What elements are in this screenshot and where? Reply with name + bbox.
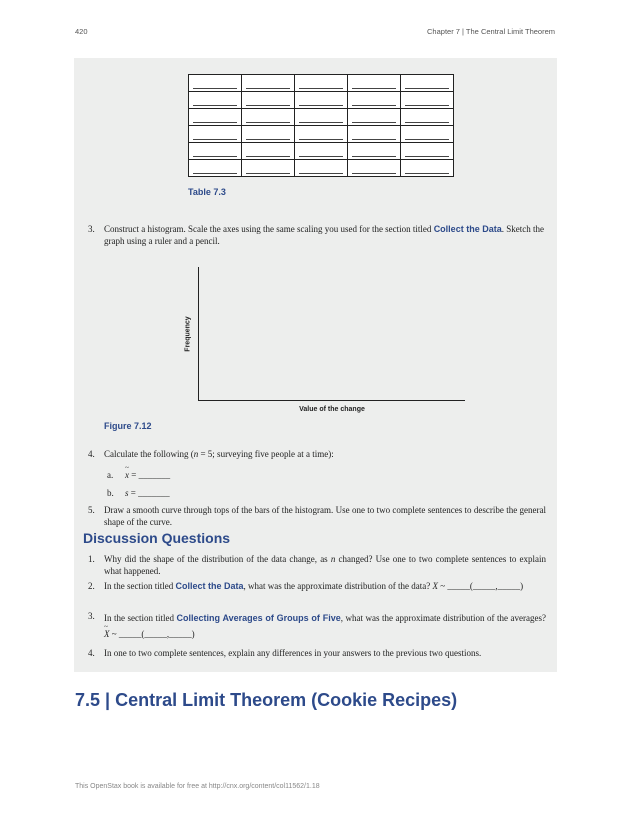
discussion-heading: Discussion Questions xyxy=(83,530,231,546)
answer-line xyxy=(299,156,343,157)
blank-cell xyxy=(348,160,401,177)
answer-line xyxy=(193,173,237,174)
blank-cell xyxy=(401,109,454,126)
q3-number: 3. xyxy=(88,224,95,234)
blank-cell xyxy=(295,109,348,126)
blank-cell xyxy=(348,126,401,143)
q4-text xyxy=(104,448,546,460)
blank-data-table xyxy=(188,74,454,177)
histogram-y-label: Frequency xyxy=(184,316,192,352)
q4a-blank: = _______ xyxy=(129,470,171,480)
blank-cell xyxy=(295,160,348,177)
link-collect-the-data[interactable]: Collect the Data xyxy=(433,224,502,234)
q5-number: 5. xyxy=(88,505,95,515)
section-title: Central Limit Theorem (Cookie Recipes) xyxy=(115,690,458,710)
d2-number: 2. xyxy=(88,581,95,591)
q4b-blank: = _______ xyxy=(128,488,170,498)
figure-caption: Figure 7.12 xyxy=(104,421,152,431)
X-bar-symbol: ~ X xyxy=(104,626,110,642)
d2-X: X xyxy=(432,581,438,591)
table-row xyxy=(189,109,454,126)
d1-text xyxy=(104,553,546,577)
blank-cell xyxy=(189,126,242,143)
section-separator: | xyxy=(100,690,116,710)
answer-line xyxy=(352,105,396,106)
histogram-y-axis xyxy=(198,267,199,401)
blank-cell xyxy=(401,143,454,160)
d1-n: n xyxy=(330,554,336,564)
q4a-text xyxy=(125,469,170,481)
answer-line xyxy=(246,122,290,123)
table-row xyxy=(189,92,454,109)
answer-line xyxy=(405,105,449,106)
d4-text: In one to two complete sentences, explain any differences in your answers to the previous two questions. xyxy=(104,648,482,658)
answer-line xyxy=(352,139,396,140)
q4a-label: a. xyxy=(107,470,114,480)
d1-text-b: changed? Use one to two complete sentences to explain what happened. xyxy=(104,554,546,576)
d2-blank: ~ _____(_____,_____) xyxy=(437,581,524,591)
answer-line xyxy=(299,122,343,123)
answer-line xyxy=(246,88,290,89)
table-caption: Table 7.3 xyxy=(188,187,226,197)
blank-cell xyxy=(242,126,295,143)
d3-text xyxy=(104,610,546,642)
blank-cell xyxy=(295,92,348,109)
answer-line xyxy=(405,156,449,157)
answer-line xyxy=(246,173,290,174)
answer-line xyxy=(193,156,237,157)
answer-line xyxy=(299,139,343,140)
q3-text xyxy=(104,223,546,247)
answer-line xyxy=(193,105,237,106)
answer-line xyxy=(193,88,237,89)
page-number: 420 xyxy=(75,27,88,36)
section-number: 7.5 xyxy=(75,690,101,710)
blank-cell xyxy=(189,160,242,177)
blank-cell xyxy=(348,92,401,109)
blank-cell xyxy=(189,143,242,160)
chapter-section-heading xyxy=(75,690,457,711)
blank-cell xyxy=(189,109,242,126)
answer-line xyxy=(405,139,449,140)
d1-number: 1. xyxy=(88,554,95,564)
d3-text-a: In the section titled xyxy=(104,613,177,623)
d3-text-b: , what was the approximate distribution of the averages? xyxy=(340,613,546,623)
blank-cell xyxy=(189,92,242,109)
histogram-x-label: Value of the change xyxy=(299,406,365,413)
table-row xyxy=(189,126,454,143)
answer-line xyxy=(246,139,290,140)
d1-text-a: Why did the shape of the distribution of the data change, as xyxy=(104,554,331,564)
q4-text-b: = 5; surveying five people at a time): xyxy=(198,449,334,459)
table-row xyxy=(189,143,454,160)
answer-line xyxy=(352,122,396,123)
answer-line xyxy=(246,156,290,157)
d2-text xyxy=(104,580,546,592)
answer-line xyxy=(299,173,343,174)
blank-cell xyxy=(242,143,295,160)
answer-line xyxy=(352,173,396,174)
blank-cell xyxy=(401,160,454,177)
blank-cell xyxy=(295,75,348,92)
link-collecting-averages[interactable]: Collecting Averages of Groups of Five xyxy=(176,613,341,623)
q3-text-a: Construct a histogram. Scale the axes using the same scaling you used for the section titled xyxy=(104,224,434,234)
blank-cell xyxy=(401,126,454,143)
answer-line xyxy=(405,173,449,174)
answer-line xyxy=(193,122,237,123)
blank-cell xyxy=(348,75,401,92)
footer-note: This OpenStax book is available for free at http://cnx.org/content/col11562/1.18 xyxy=(75,783,320,790)
table-row xyxy=(189,75,454,92)
answer-line xyxy=(405,122,449,123)
blank-cell xyxy=(242,92,295,109)
running-header: Chapter 7 | The Central Limit Theorem xyxy=(427,27,555,36)
blank-cell xyxy=(295,126,348,143)
q4b-label: b. xyxy=(107,488,114,498)
blank-cell xyxy=(242,75,295,92)
q3-text-b: . Sketch the graph using a ruler and a pencil. xyxy=(104,224,544,246)
blank-cell xyxy=(348,109,401,126)
x-bar-symbol: ~ x xyxy=(125,469,129,481)
blank-cell xyxy=(348,143,401,160)
answer-line xyxy=(193,139,237,140)
d4-number: 4. xyxy=(88,648,95,658)
blank-cell xyxy=(401,92,454,109)
q4b-text xyxy=(125,487,170,499)
blank-cell xyxy=(295,143,348,160)
answer-line xyxy=(405,88,449,89)
q4-text-a: Calculate the following ( xyxy=(104,449,194,459)
d2-text-b: , what was the approximate distribution of the data? xyxy=(243,581,433,591)
q5-text: Draw a smooth curve through tops of the bars of the histogram. Use one to two complete sentences to describe the general shape of the curve. xyxy=(104,505,546,527)
d3-blank: ~ _____(_____,_____) xyxy=(109,629,195,639)
d3-number: 3. xyxy=(88,611,95,621)
q4-n: n xyxy=(193,449,199,459)
blank-cell xyxy=(189,75,242,92)
answer-line xyxy=(299,88,343,89)
table-row xyxy=(189,160,454,177)
s-symbol: s xyxy=(125,488,129,498)
d2-text-a: In the section titled xyxy=(104,581,176,591)
answer-line xyxy=(352,88,396,89)
answer-line xyxy=(352,156,396,157)
link-collect-the-data-2[interactable]: Collect the Data xyxy=(175,581,244,591)
answer-line xyxy=(246,105,290,106)
blank-cell xyxy=(242,109,295,126)
answer-line xyxy=(299,105,343,106)
blank-cell xyxy=(242,160,295,177)
blank-cell xyxy=(401,75,454,92)
histogram-x-axis xyxy=(198,400,465,401)
q4-number: 4. xyxy=(88,449,95,459)
